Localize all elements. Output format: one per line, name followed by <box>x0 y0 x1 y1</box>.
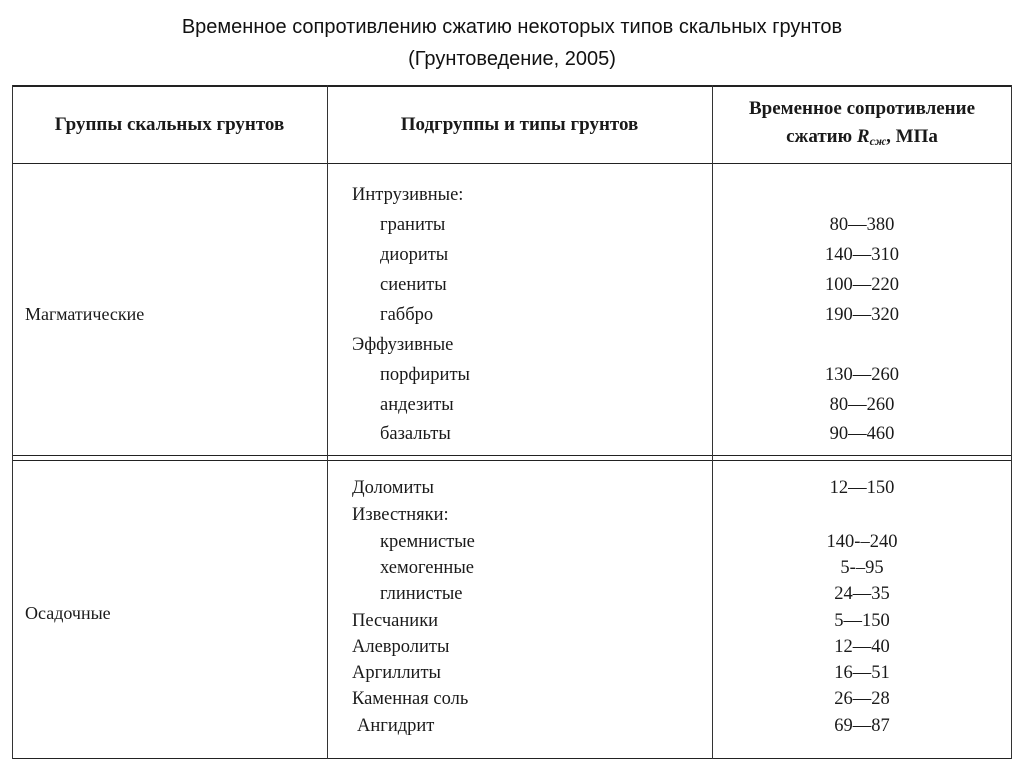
row-value: 100—220 <box>825 275 899 295</box>
row-value: 80—260 <box>829 395 895 415</box>
header-bottom-rule <box>12 163 1012 164</box>
row-label: Доломиты <box>352 478 434 498</box>
row-label: кремнистые <box>380 532 475 552</box>
row-value: 130—260 <box>825 365 899 385</box>
table-top-rule <box>12 85 1012 87</box>
row-value: 90—460 <box>829 424 895 444</box>
table-bottom-rule <box>12 758 1012 759</box>
row-value: 16—51 <box>834 663 890 683</box>
row-value: 140—310 <box>825 245 899 265</box>
row-value: 140-–240 <box>826 532 898 552</box>
table-right-border <box>1011 85 1012 759</box>
section-divider-top <box>12 455 1012 456</box>
row-label: Ангидрит <box>357 716 435 736</box>
section-divider-bottom <box>12 460 1012 461</box>
header-strength-subscript: сж <box>869 134 887 148</box>
table-left-border <box>12 85 13 759</box>
slide-subtitle: (Грунтоведение, 2005) <box>408 48 616 70</box>
row-value: 5-–95 <box>840 558 884 578</box>
header-subgroup: Подгруппы и типы грунтов <box>400 114 639 135</box>
column-divider-2 <box>712 85 713 759</box>
row-label: порфириты <box>380 365 470 385</box>
header-strength-line2 <box>712 126 1012 149</box>
row-value: 26—28 <box>834 689 890 709</box>
slide-title: Временное сопротивлению сжатию некоторых типов скальных грунтов <box>181 16 843 38</box>
row-value: 24—35 <box>834 584 890 604</box>
header-strength-symbol: R <box>856 126 870 147</box>
row-label: Каменная соль <box>352 689 469 709</box>
row-value: 80—380 <box>829 215 895 235</box>
row-value: 12—40 <box>834 637 890 657</box>
row-label: Песчаники <box>352 611 439 631</box>
row-label: хемогенные <box>380 558 474 578</box>
row-value: 69—87 <box>834 716 890 736</box>
row-label: габбро <box>380 305 434 325</box>
header-group: Группы скальных грунтов <box>54 114 285 135</box>
row-label: Интрузивные: <box>352 185 464 205</box>
column-divider-1 <box>327 85 328 759</box>
row-label: сиениты <box>380 275 447 295</box>
row-label: глинистые <box>380 584 463 604</box>
row-label: Алевролиты <box>352 637 450 657</box>
row-label: граниты <box>380 215 446 235</box>
row-label: Известняки: <box>352 505 449 525</box>
row-label: Аргиллиты <box>352 663 441 683</box>
row-label: диориты <box>380 245 449 265</box>
rock-strength-table <box>12 0 1012 767</box>
row-value: 5—150 <box>834 611 890 631</box>
row-value: 12—150 <box>829 478 895 498</box>
group-label-sedimentary: Осадочные <box>25 603 111 623</box>
header-strength-unit: , МПа <box>886 126 938 147</box>
group-label-igneous: Магматические <box>25 304 145 324</box>
header-strength-prefix: сжатию <box>786 126 857 147</box>
row-value: 190—320 <box>825 305 899 325</box>
row-label: андезиты <box>380 395 454 415</box>
row-label: Эффузивные <box>352 335 454 355</box>
row-label: базальты <box>380 424 451 444</box>
header-strength-line1: Временное сопротивление <box>748 98 976 119</box>
